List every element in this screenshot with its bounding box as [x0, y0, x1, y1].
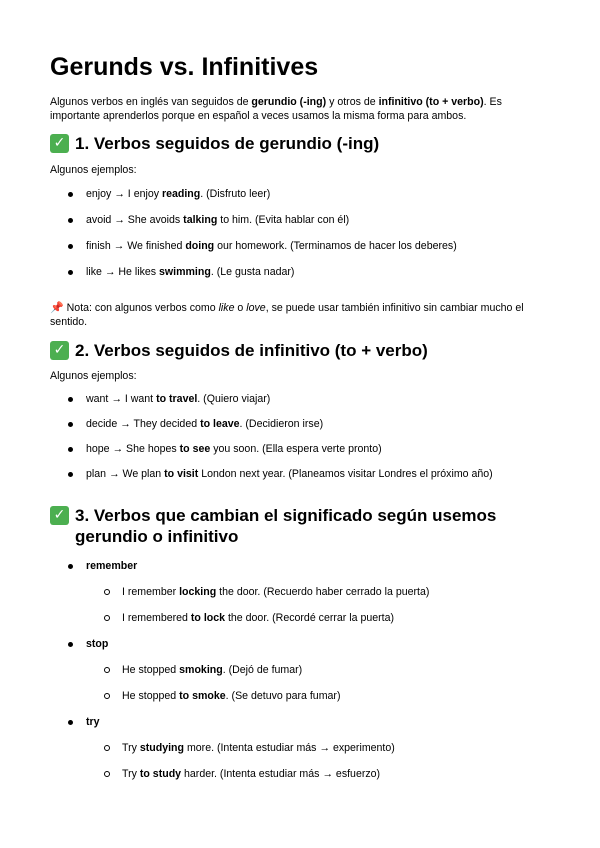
- section3-list: [50, 559, 550, 781]
- bullet-icon: [68, 564, 73, 569]
- sublist-item: Try studying more. (Intenta estudiar más → experimento): [50, 741, 550, 755]
- list-item-stop: stop He stopped smoking. (Dejó de fumar) He stopped to smoke. (Se detuvo para fumar): [50, 637, 550, 703]
- section3-heading: ✓ 3. Verbos que cambian el significado según usemos gerundio o infinitivo: [50, 505, 550, 547]
- page-title: Gerunds vs. Infinitives: [50, 53, 319, 81]
- list-item: want → I want to travel. (Quiero viajar): [50, 392, 550, 406]
- list-item-remember: remember I remember locking the door. (Recuerdo haber cerrado la puerta) I remembered to lock the door. (Recordé cerrar la puerta): [50, 559, 550, 625]
- section2-list: [50, 392, 550, 481]
- list-item: hope → She hopes to see you soon. (Ella espera verte pronto): [50, 442, 550, 456]
- note-paragraph: 📌 Nota: con algunos verbos como like o love, se puede usar también infinitivo sin cambiar mucho el sentido.: [50, 301, 524, 328]
- sublist-item: I remembered to lock the door. (Recordé cerrar la puerta): [50, 611, 550, 625]
- check-icon: ✓: [50, 134, 69, 153]
- bullet-icon: [68, 244, 73, 249]
- circle-bullet-icon: [104, 615, 110, 621]
- bullet-icon: [68, 270, 73, 275]
- section2-examples-label: Algunos ejemplos:: [50, 370, 137, 382]
- sublist-item: Try to study harder. (Intenta estudiar más → esfuerzo): [50, 767, 550, 781]
- circle-bullet-icon: [104, 693, 110, 699]
- intro-paragraph: Algunos verbos en inglés van seguidos de gerundio (-ing) y otros de infinitivo (to + verbo). Es importante aprenderlos porque en español a veces usamos la misma forma para ambos.: [50, 96, 502, 122]
- sublist: [50, 663, 550, 703]
- list-item: avoid → She avoids talking to him. (Evita hablar con él): [50, 213, 550, 227]
- bullet-icon: [68, 397, 73, 402]
- circle-bullet-icon: [104, 589, 110, 595]
- section1-examples-label: Algunos ejemplos:: [50, 164, 137, 176]
- list-item: plan → We plan to visit London next year. (Planeamos visitar Londres el próximo año): [50, 467, 550, 481]
- check-icon: ✓: [50, 341, 69, 360]
- bullet-icon: [68, 720, 73, 725]
- sublist: [50, 585, 550, 625]
- list-item: like → He likes swimming. (Le gusta nadar): [50, 265, 550, 279]
- list-item: enjoy → I enjoy reading. (Disfruto leer): [50, 187, 550, 201]
- sublist-item: He stopped smoking. (Dejó de fumar): [50, 663, 550, 677]
- document-page: [50, 52, 550, 781]
- sublist-item: I remember locking the door. (Recuerdo haber cerrado la puerta): [50, 585, 550, 599]
- pushpin-icon: 📌: [50, 301, 64, 314]
- list-item: finish → We finished doing our homework. (Terminamos de hacer los deberes): [50, 239, 550, 253]
- circle-bullet-icon: [104, 745, 110, 751]
- section2-heading: ✓ 2. Verbos seguidos de infinitivo (to + verbo): [50, 340, 550, 361]
- bullet-icon: [68, 447, 73, 452]
- check-icon: ✓: [50, 506, 69, 525]
- bullet-icon: [68, 472, 73, 477]
- sublist: [50, 741, 550, 781]
- bullet-icon: [68, 642, 73, 647]
- sublist-item: He stopped to smoke. (Se detuvo para fumar): [50, 689, 550, 703]
- circle-bullet-icon: [104, 667, 110, 673]
- list-item: decide → They decided to leave. (Decidieron irse): [50, 417, 550, 431]
- section1-list: [50, 187, 550, 279]
- bullet-icon: [68, 422, 73, 427]
- bullet-icon: [68, 218, 73, 223]
- list-item-try: try Try studying more. (Intenta estudiar más → experimento) Try to study harder. (Intenta estudiar más → esfuerzo): [50, 715, 550, 781]
- circle-bullet-icon: [104, 771, 110, 777]
- bullet-icon: [68, 192, 73, 197]
- section1-heading: ✓ 1. Verbos seguidos de gerundio (-ing): [50, 133, 550, 154]
